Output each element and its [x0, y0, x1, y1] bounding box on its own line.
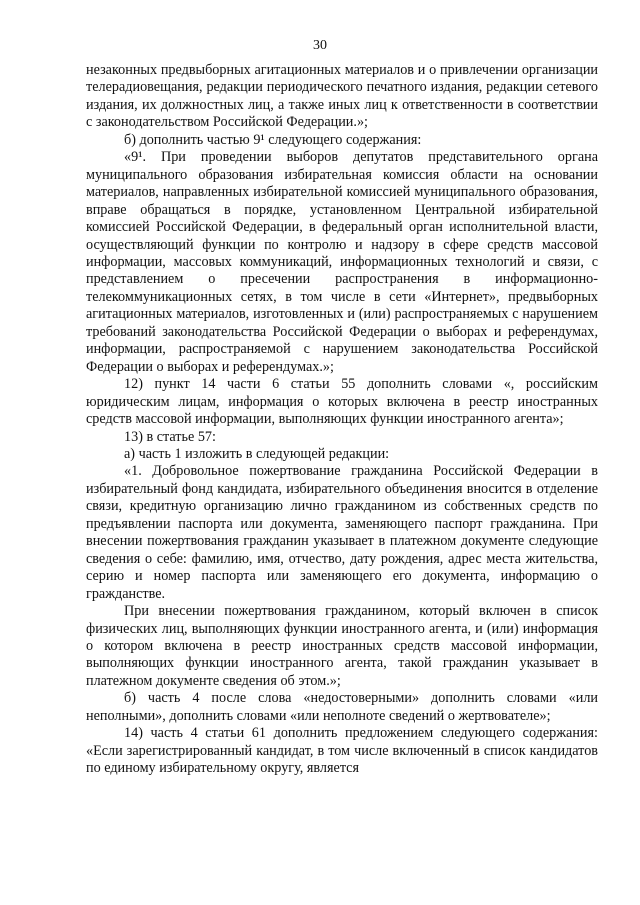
paragraph: а) часть 1 изложить в следующей редакции: [124, 445, 390, 462]
paragraph: «1. Добровольное пожертвование гражданина Российской Федерации в избирательный фонд кандидата, избирательного объединения вносится в отделение связи, кредитную организацию лично гражданином из собственных средств по предъявлении паспорта или документа, заменяющего паспорт гражданина. При внесении пожертвования гражданин указывает в платежном документе следующие сведения о себе: фамилию, имя, отчество, дату рождения, адрес места жительства, серию и номер паспорта или заменяющего его документа, информацию о гражданстве. [86, 463, 598, 602]
paragraph: При внесении пожертвования гражданином, который включен в список физических лиц, выполняющих функции иностранного агента, и (или) информация о котором включена в реестр иностранных средств массовой информации, выполняющих функции иностранного агента, такой гражданин указывает в платежном документе сведения об этом.»; [86, 603, 598, 689]
page-number: 30 [313, 38, 327, 53]
paragraph: 12) пункт 14 части 6 статьи 55 дополнить словами «, российским юридическим лицам, информация о которых включена в реестр иностранных средств массовой информации, выполняющих функции иностранного агента»; [86, 376, 598, 428]
paragraph: 14) часть 4 статьи 61 дополнить предложением следующего содержания: «Если зарегистрированный кандидат, в том числе включенный в список кандидатов по единому избирательному округу, является [86, 725, 598, 777]
document-body [86, 62, 598, 778]
paragraph: 13) в статье 57: [124, 428, 216, 445]
paragraph: «9¹. При проведении выборов депутатов представительного органа муниципального образования избирательная комиссия области на основании материалов, направленных избирательной комиссией муниципального образования, вправе обращаться в порядке, установленном Центральной избирательной комиссией Российской Федерации, в федеральный орган исполнительной власти, осуществляющий функции по контролю и надзору в сфере средств массовой информации, массовых коммуникаций, информационных технологий и связи, с представлением о пресечении распространения в информационно-телекоммуникационных сетях, в том числе в сети «Интернет», предвыборных агитационных материалов, изготовленных и (или) распространяемых с нарушением требований законодательства Российской Федерации о выборах и референдумах, информации, распространяемой с нарушением законодательства Российской Федерации о выборах и референдумах.»; [86, 149, 598, 375]
paragraph: б) дополнить частью 9¹ следующего содержания: [124, 131, 422, 148]
paragraph: незаконных предвыборных агитационных материалов и о привлечении организации телерадиовещания, редакции периодического печатного издания, редакции сетевого издания, их должностных лиц, а также иных лиц к ответственности в соответствии с законодательством Российской Федерации.»; [86, 62, 598, 131]
paragraph: б) часть 4 после слова «недостоверными» дополнить словами «или неполными», дополнить словами «или неполноте сведений о жертвователе»; [86, 690, 598, 724]
